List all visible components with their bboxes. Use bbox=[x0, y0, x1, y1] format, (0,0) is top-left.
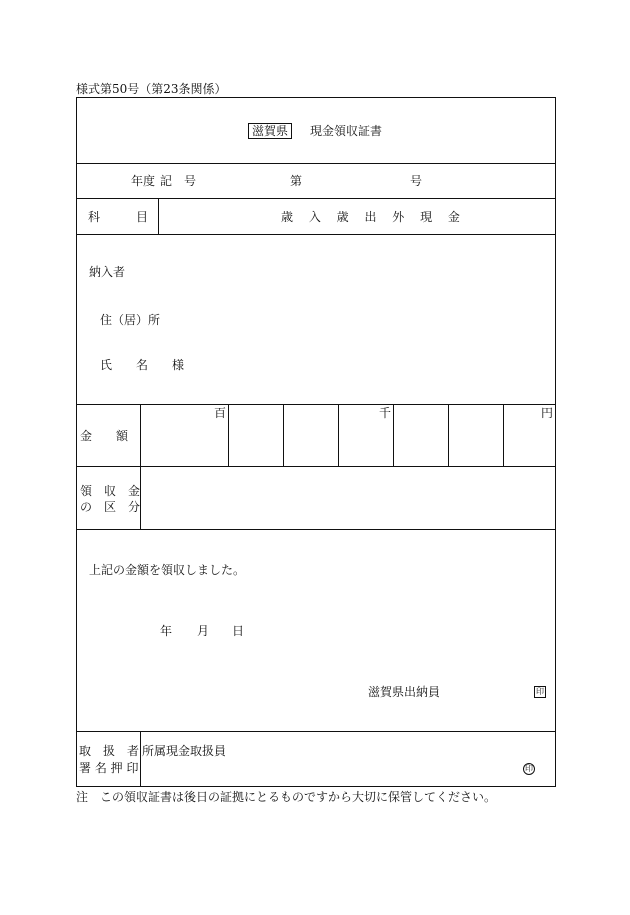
unit-hundred: 百 bbox=[214, 406, 227, 420]
rule-handler-divider bbox=[140, 731, 141, 787]
rule-receipt-bottom bbox=[77, 731, 555, 732]
unit-yen: 円 bbox=[541, 406, 554, 420]
rule-amount-bottom bbox=[77, 466, 555, 467]
officer-title: 滋賀県出納員 bbox=[368, 685, 441, 699]
number-prefix: 第 bbox=[290, 174, 303, 188]
rule-label-divider-top bbox=[158, 198, 159, 234]
date-month: 月 bbox=[197, 624, 210, 638]
subject-label: 科 目 bbox=[88, 210, 149, 224]
rule-digit-4 bbox=[393, 404, 394, 466]
rule-subject-bottom bbox=[77, 234, 555, 235]
rule-year-bottom bbox=[77, 198, 555, 199]
unit-thousand: 千 bbox=[379, 406, 392, 420]
rule-title-bottom bbox=[77, 163, 555, 164]
rule-digit-6 bbox=[503, 404, 504, 466]
rule-category-bottom bbox=[77, 529, 555, 530]
prefecture-box: 滋賀県 bbox=[248, 123, 292, 139]
rule-amount-divider bbox=[140, 404, 141, 529]
handler-label-line1: 取 扱 者 bbox=[79, 744, 140, 758]
rule-payer-bottom bbox=[77, 404, 555, 405]
rule-digit-5 bbox=[448, 404, 449, 466]
code-label: 記 号 bbox=[160, 174, 197, 188]
rule-digit-2 bbox=[283, 404, 284, 466]
receipt-form bbox=[76, 97, 556, 787]
subject-value: 歳 入 歳 出 外 現 金 bbox=[281, 210, 466, 224]
rule-digit-3 bbox=[338, 404, 339, 466]
form-number: 様式第50号（第23条関係） bbox=[76, 82, 227, 96]
payer-name-label: 氏 名 様 bbox=[100, 358, 185, 372]
handler-label-line2: 署 名 押 印 bbox=[79, 761, 139, 775]
date-year: 年 bbox=[160, 624, 173, 638]
amount-label: 金 額 bbox=[80, 429, 129, 443]
handler-value: 所属現金取扱員 bbox=[142, 744, 227, 758]
address-label: 住（居）所 bbox=[100, 313, 161, 327]
handler-seal-icon: 印 bbox=[525, 764, 533, 773]
category-label-line2: の 区 分 bbox=[80, 500, 141, 514]
year-label: 年度 bbox=[131, 174, 156, 188]
receipt-statement: 上記の金額を領収しました。 bbox=[89, 563, 246, 577]
footnote: 注 この領収証書は後日の証拠にとるものですから大切に保管してください。 bbox=[76, 790, 497, 804]
rule-digit-1 bbox=[228, 404, 229, 466]
payer-label: 納入者 bbox=[89, 265, 126, 279]
officer-seal-icon: 印 bbox=[536, 687, 544, 696]
date-day: 日 bbox=[232, 624, 245, 638]
category-label-line1: 領 収 金 bbox=[80, 484, 141, 498]
form-title: 現金領収証書 bbox=[310, 124, 383, 138]
number-suffix: 号 bbox=[410, 174, 423, 188]
